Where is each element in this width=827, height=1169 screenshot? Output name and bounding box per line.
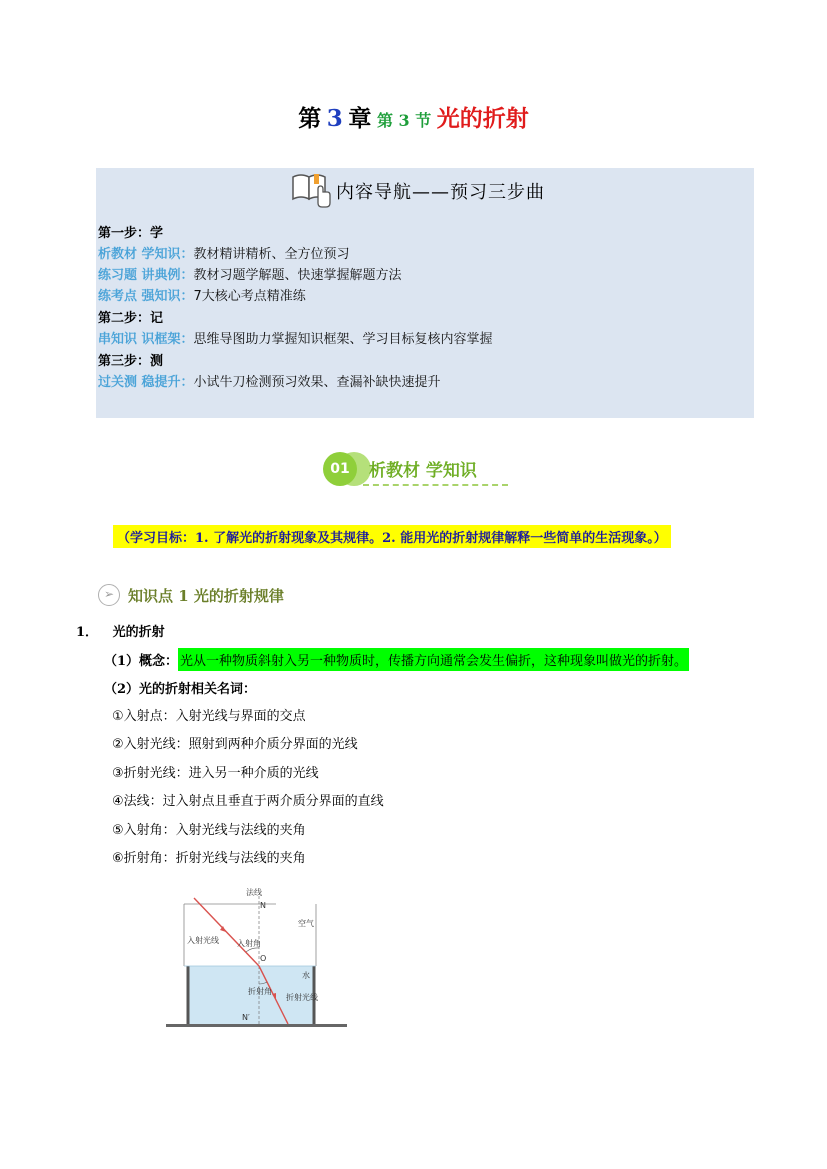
- nav-item-description: 思维导图助力掌握知识框架、学习目标复核内容掌握: [193, 332, 493, 347]
- nav-item: [98, 245, 350, 265]
- title-part: 章: [348, 105, 372, 132]
- title-chapter-number: 3: [326, 105, 343, 132]
- section-number: 1．: [76, 625, 99, 640]
- normal-n-label: N: [260, 901, 266, 910]
- nav-item: [98, 287, 306, 307]
- knowledge-point-heading: [98, 584, 284, 606]
- chevron-right-icon: ➢: [98, 584, 120, 606]
- concept-line: [104, 648, 689, 671]
- section-title: 光的折射: [112, 625, 165, 640]
- incident-ray-label: 入射光线: [187, 936, 219, 945]
- section-banner: [323, 450, 508, 492]
- banner-text: 析教材 学知识: [369, 461, 477, 481]
- normal-n-prime-label: N′: [242, 1013, 250, 1022]
- nav-item-keyword: 析教材 学知识：: [98, 247, 194, 262]
- step-three-title: 第三步：测: [98, 354, 164, 369]
- nav-item-keyword: 串知识 识框架：: [98, 332, 194, 347]
- term-item: ②入射光线：照射到两种介质分界面的光线: [112, 737, 358, 752]
- normal-label: 法线: [246, 888, 262, 897]
- nav-item-keyword: 过关测 稳提升：: [98, 375, 194, 390]
- nav-item-description: 7大核心考点精准练: [193, 289, 306, 304]
- title-part: 第: [298, 105, 322, 132]
- term-item: ④法线：过入射点且垂直于两介质分界面的直线: [112, 794, 384, 809]
- book-pointer-icon: [290, 169, 332, 213]
- nav-item-description: 小试牛刀检测预习效果、查漏补缺快速提升: [193, 375, 441, 390]
- nav-item-description: 教材习题学解题、快速掌握解题方法: [193, 268, 402, 283]
- term-item: ⑥折射角：折射光线与法线的夹角: [112, 851, 306, 866]
- step-one-title: 第一步：学: [98, 226, 164, 241]
- term-item: ①入射点：入射光线与界面的交点: [112, 709, 306, 724]
- air-label: 空气: [298, 919, 314, 928]
- nav-item: [98, 330, 493, 350]
- refraction-diagram: [166, 886, 349, 1029]
- incident-angle-label: 入射角: [237, 939, 261, 948]
- water-label: 水: [302, 971, 310, 980]
- terms-title: （2）光的折射相关名词：: [104, 682, 257, 697]
- nav-heading: [290, 171, 545, 211]
- concept-text: 光从一种物质斜射入另一种物质时，传播方向通常会发生偏折，这种现象叫做光的折射。: [178, 648, 689, 671]
- nav-item: [98, 266, 402, 286]
- title-topic: 光的折射: [436, 105, 529, 132]
- knowledge-point-label: 知识点 1 光的折射规律: [128, 586, 284, 605]
- term-item: ③折射光线：进入另一种介质的光线: [112, 766, 319, 781]
- nav-item: [98, 373, 441, 393]
- title-section: 第 3 节: [376, 111, 432, 130]
- nav-heading-text: 内容导航——预习三步曲: [336, 182, 545, 203]
- nav-item-keyword: 练考点 强知识：: [98, 289, 194, 304]
- banner-underline: [363, 484, 508, 486]
- incidence-point-label: O: [260, 954, 267, 963]
- refracted-ray-label: 折射光线: [286, 993, 318, 1002]
- banner-number: 01: [323, 452, 357, 486]
- step-two-title: 第二步：记: [98, 311, 164, 326]
- nav-item-keyword: 练习题 讲典例：: [98, 268, 194, 283]
- refraction-angle-label: 折射角: [248, 987, 272, 996]
- term-item: ⑤入射角：入射光线与法线的夹角: [112, 823, 306, 838]
- section-heading: [76, 621, 165, 640]
- page-title: [0, 100, 827, 133]
- nav-item-description: 教材精讲精析、全方位预习: [193, 247, 350, 262]
- concept-label: （1）概念：: [104, 654, 179, 669]
- learning-goal: （学习目标：1. 了解光的折射现象及其规律。2. 能用光的折射规律解释一些简单的生活现象。）: [113, 525, 671, 548]
